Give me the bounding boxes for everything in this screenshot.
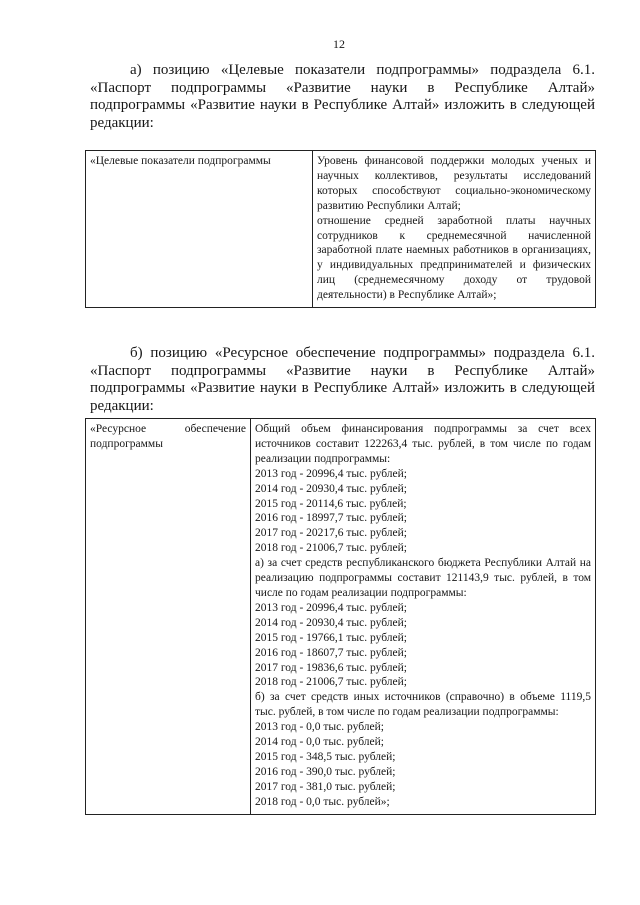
funding-year-line: 2018 год - 0,0 тыс. рублей»; [255,795,390,808]
target-indicators-row [86,151,596,308]
indicator-paragraph: отношение средней заработной платы научных сотрудников к среднемесячной начисленной заработной плате наемных работников в организациях, у индивидуальных предпринимателей и физических лиц (среднемесячному доходу от трудовой деятельности) в Республике Алтай»; [317,214,591,302]
target-indicators-label: «Целевые показатели подпрограммы [90,155,271,167]
amendment-b-instruction: б) позицию «Ресурсное обеспечение подпрограммы» подраздела 6.1. «Паспорт подпрограммы «Развитие науки в Республике Алтай» подпрограммы «Развитие науки в Республике Алтай» изложить в следующей редакции: [90,345,595,414]
funding-year-line: 2013 год - 0,0 тыс. рублей; [255,721,384,734]
resource-provision-content-cell [251,419,596,815]
page-number: 12 [333,37,345,51]
resource-provision-table [85,418,596,815]
resource-provision-row [86,419,596,815]
funding-year-line: 2016 год - 18607,7 тыс. рублей; [255,646,407,659]
funding-year-line: 2015 год - 348,5 тыс. рублей; [255,750,396,763]
funding-year-line: 2015 год - 20114,6 тыс. рублей; [255,497,407,510]
amendment-a-instruction: а) позицию «Целевые показатели подпрограммы» подраздела 6.1. «Паспорт подпрограммы «Развитие науки в Республике Алтай» подпрограммы «Развитие науки в Республике Алтай» изложить в следующей редакции: [90,62,595,131]
funding-year-line: 2018 год - 21006,7 тыс. рублей; [255,676,407,689]
funding-year-line: 2014 год - 20930,4 тыс. рублей; [255,616,407,629]
resource-provision-label-cell [86,419,251,815]
funding-year-line: 2013 год - 20996,4 тыс. рублей; [255,467,407,480]
funding-paragraph: Общий объем финансирования подпрограммы за счет всех источников составит 122263,4 тыс. рублей, в том числе по годам реализации подпрограммы: [255,423,591,465]
target-indicators-label-cell [86,151,313,308]
target-indicators-content-cell [313,151,596,308]
funding-year-line: 2018 год - 21006,7 тыс. рублей; [255,542,407,555]
funding-year-line: 2013 год - 20996,4 тыс. рублей; [255,601,407,614]
funding-year-line: 2017 год - 19836,6 тыс. рублей; [255,661,407,674]
funding-paragraph: б) за счет средств иных источников (справочно) в объеме 1119,5 тыс. рублей, в том числе по годам реализации подпрограммы: [255,691,591,719]
funding-year-line: 2017 год - 20217,6 тыс. рублей; [255,527,407,540]
funding-year-line: 2016 год - 18997,7 тыс. рублей; [255,512,407,525]
indicator-paragraph: Уровень финансовой поддержки молодых ученых и научных коллективов, результаты исследований которых способствуют социально-экономическому развитию Республики Алтай; [317,155,591,212]
funding-year-line: 2014 год - 0,0 тыс. рублей; [255,736,384,749]
funding-year-line: 2015 год - 19766,1 тыс. рублей; [255,631,407,644]
resource-provision-label: «Ресурсное обеспечение подпрограммы [90,423,246,450]
funding-paragraph: а) за счет средств республиканского бюджета Республики Алтай на реализацию подпрограммы составит 121143,9 тыс. рублей, в том числе по годам реализации подпрограммы: [255,557,591,599]
funding-year-line: 2016 год - 390,0 тыс. рублей; [255,765,396,778]
funding-year-line: 2014 год - 20930,4 тыс. рублей; [255,482,407,495]
funding-year-line: 2017 год - 381,0 тыс. рублей; [255,780,396,793]
target-indicators-table [85,150,596,308]
